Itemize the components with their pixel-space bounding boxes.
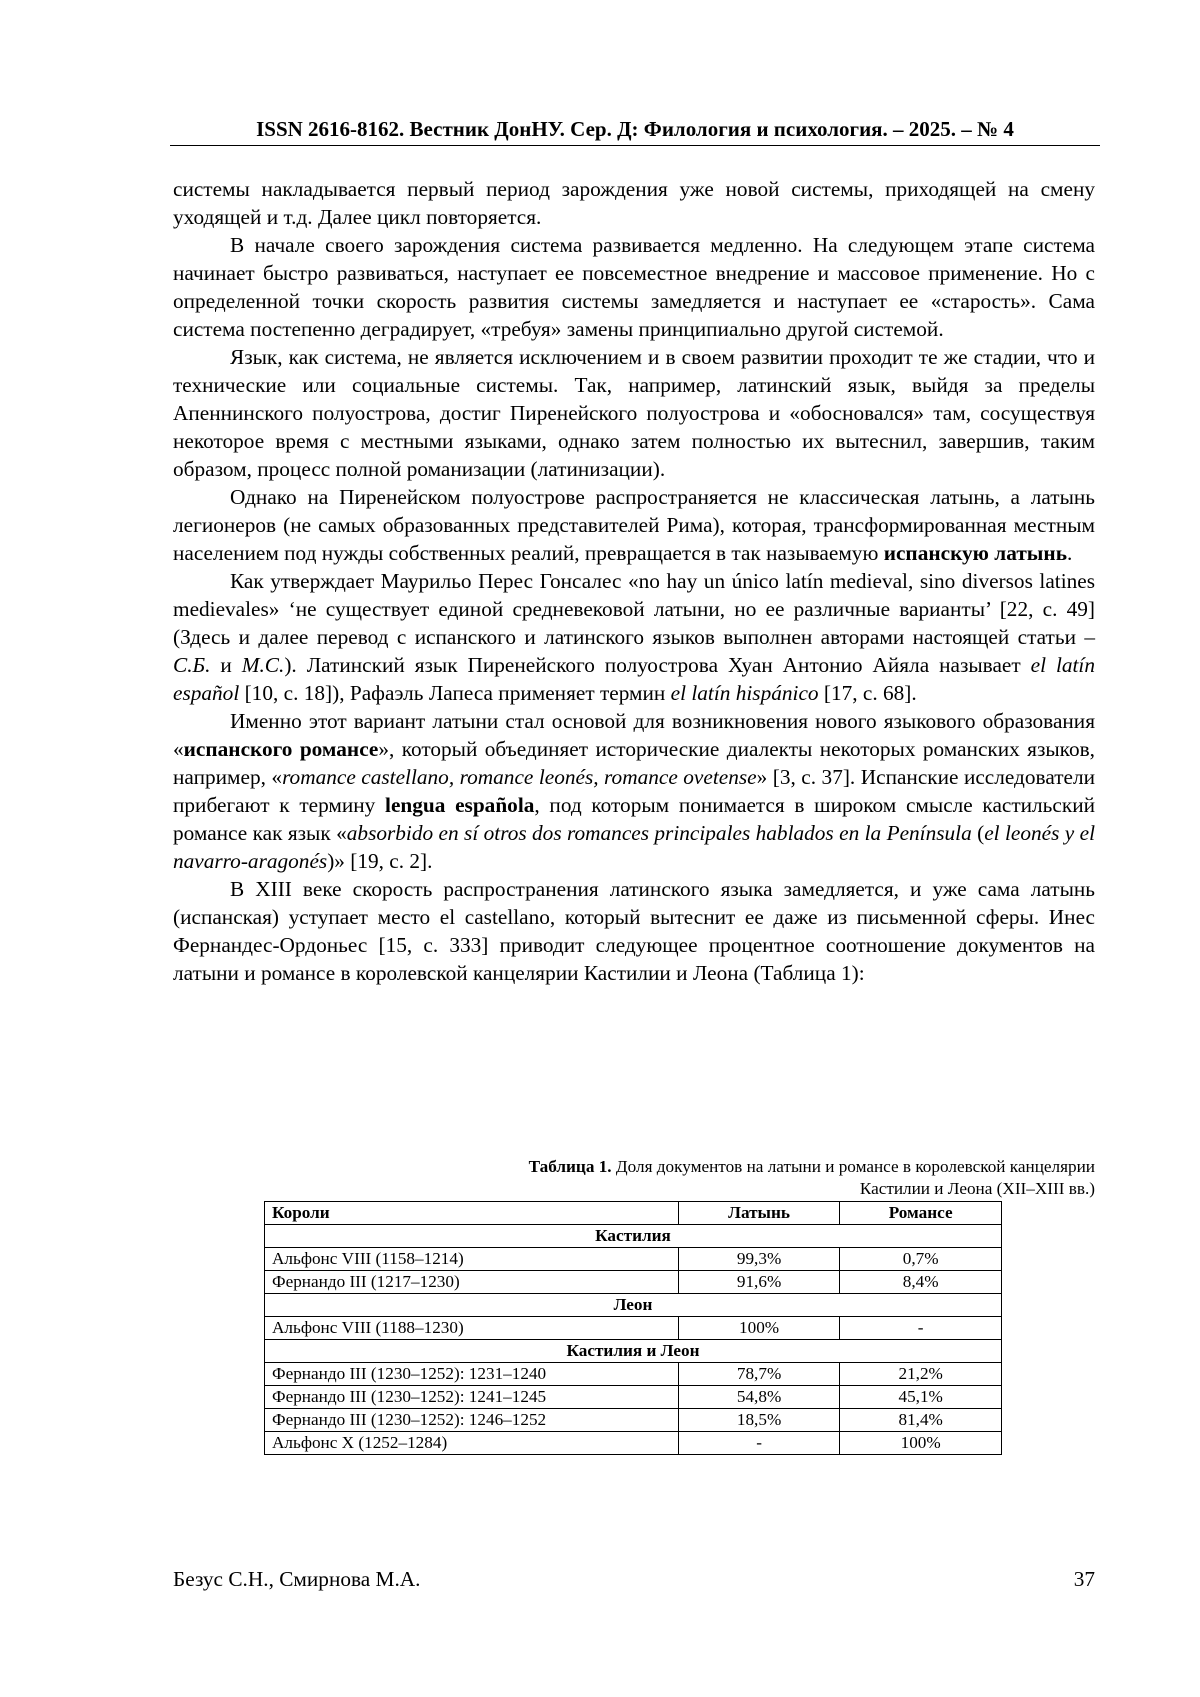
table-row (265, 1432, 1002, 1455)
text-run: , под которым понимается в широком смысле кастильский романсе как язык « (173, 793, 1095, 845)
romance-cell: 0,7% (840, 1248, 1002, 1271)
group-row (265, 1340, 1002, 1363)
italic-term: el leonés y el navarro-aragonés (173, 821, 1096, 873)
king-cell: Фернандо III (1230–1252): 1246–1252 (265, 1409, 679, 1432)
text-run: ( (971, 821, 985, 845)
latin-cell: 99,3% (678, 1248, 840, 1271)
latin-cell: 18,5% (678, 1409, 840, 1432)
text-run: [10, с. 18]), Рафаэль Лапеса применяет термин (239, 681, 671, 705)
table-header-row (265, 1202, 1002, 1225)
latin-cell: 78,7% (678, 1363, 840, 1386)
italic-term: romance castellano, romance leonés, romance ovetense (282, 765, 757, 789)
bold-term: испанского романсе (183, 737, 379, 761)
romance-cell: - (840, 1317, 1002, 1340)
header-kings: Короли (265, 1202, 679, 1225)
paragraph (173, 483, 1095, 567)
table-row (265, 1409, 1002, 1432)
documents-table (264, 1201, 1002, 1455)
king-cell: Альфонс VIII (1158–1214) (265, 1248, 679, 1271)
text-run: [17, с. 68]. (818, 681, 917, 705)
romance-cell: 100% (840, 1432, 1002, 1455)
journal-header: ISSN 2616-8162. Вестник ДонНУ. Сер. Д: Филология и психология. – 2025. – № 4 (170, 116, 1100, 146)
text-run: и (210, 653, 242, 677)
text-run: ). Латинский язык Пиренейского полуострова Хуан Антонио Айяла называет (284, 653, 1031, 677)
latin-cell: 100% (678, 1317, 840, 1340)
romance-cell: 8,4% (840, 1271, 1002, 1294)
paragraph (173, 567, 1095, 707)
page-number: 37 (1073, 1567, 1095, 1591)
italic-term: absorbido en sí otros dos romances principales hablados en la Península (346, 821, 972, 845)
paragraph: В начале своего зарождения система развивается медленно. На следующем этапе система начинает быстро развиваться, наступает ее повсеместное внедрение и массовое применение. Но с определенной точки скорость развития системы замедляется и наступает ее «старость». Сама система постепенно деградирует, «требуя» замены принципиально другой системой. (173, 233, 1095, 341)
bold-term: lengua española (385, 793, 535, 817)
text-run: », который объединяет исторические диалекты некоторых романских языков, например, « (173, 737, 1095, 789)
text-run: Однако на Пиренейском полуострове распространяется не классическая латынь, а латынь легионеров (не самых образованных представителей Рима), которая, трансформированная местным населением под нужды собственных реалий, превращается в так называемую (173, 485, 1095, 565)
romance-cell: 81,4% (840, 1409, 1002, 1432)
group-leon: Леон (265, 1294, 1002, 1317)
header-latin: Латынь (678, 1202, 840, 1225)
header-romance: Романсе (840, 1202, 1002, 1225)
text-run: Именно этот вариант латыни стал основой для возникновения нового языкового образования « (173, 709, 1095, 761)
article-body (173, 175, 1095, 987)
paragraph (173, 707, 1095, 875)
bold-term: испанскую латынь (883, 541, 1067, 565)
romance-cell: 21,2% (840, 1363, 1002, 1386)
table-row (265, 1271, 1002, 1294)
group-castile-and-leon: Кастилия и Леон (265, 1340, 1002, 1363)
king-cell: Альфонс X (1252–1284) (265, 1432, 679, 1455)
group-row (265, 1225, 1002, 1248)
table-row (265, 1317, 1002, 1340)
text-run: Как утверждает Маурильо Перес Гонсалес «no hay un único latín medieval, sino diversos latines medievales» ‘не существует единой средневековой латыни, но ее различные варианты’ [22, с. 49] (Здесь и далее перевод с испанского и латинского языков выполнен авторами настоящей статьи – (173, 569, 1095, 649)
footer-authors: Безус С.Н., Смирнова М.А. (173, 1567, 421, 1591)
latin-cell: - (678, 1432, 840, 1455)
paragraph: Язык, как система, не является исключением и в своем развитии проходит те же стадии, что и технические или социальные системы. Так, например, латинский язык, выйдя за пределы Апеннинского полуострова, достиг Пиренейского полуострова и «обосновался» там, сосуществуя некоторое время с местными языками, однако затем полностью их вытеснил, завершив, таким образом, процесс полной романизации (латинизации). (173, 345, 1095, 481)
king-cell: Фернандо III (1217–1230) (265, 1271, 679, 1294)
italic-term: el latín español (173, 653, 1095, 705)
paragraph: системы накладывается первый период зарождения уже новой системы, приходящей на смену уходящей и т.д. Далее цикл повторяется. (173, 177, 1095, 229)
latin-cell: 91,6% (678, 1271, 840, 1294)
king-cell: Альфонс VIII (1188–1230) (265, 1317, 679, 1340)
italic-term: М.С. (241, 653, 285, 677)
text-run: . (1066, 541, 1073, 565)
table-caption-line2: Кастилии и Леона (XII–XIII вв.) (859, 1179, 1095, 1198)
text-run: » [3, с. 37]. Испанские исследователи прибегают к термину (173, 765, 1096, 817)
romance-cell: 45,1% (840, 1386, 1002, 1409)
table-row (265, 1363, 1002, 1386)
table-row (265, 1386, 1002, 1409)
king-cell: Фернандо III (1230–1252): 1231–1240 (265, 1363, 679, 1386)
group-row (265, 1294, 1002, 1317)
latin-cell: 54,8% (678, 1386, 840, 1409)
king-cell: Фернандо III (1230–1252): 1241–1245 (265, 1386, 679, 1409)
text-run: )» [19, с. 2]. (327, 849, 433, 873)
group-castile: Кастилия (265, 1225, 1002, 1248)
table-caption-label: Таблица 1. (528, 1157, 612, 1176)
italic-term: el latín hispánico (670, 681, 819, 705)
table-caption (260, 1156, 1095, 1200)
paragraph: В XIII веке скорость распространения латинского языка замедляется, и уже сама латынь (испанская) уступает место el castellano, который вытеснит ее даже из письменной сферы. Инес Фернандес-Ордоньес [15, с. 333] приводит следующее процентное соотношение документов на латыни и романсе в королевской канцелярии Кастилии и Леона (Таблица 1): (173, 877, 1095, 985)
table-caption-line1: Доля документов на латыни и романсе в королевской канцелярии (611, 1157, 1095, 1176)
italic-term: С.Б. (173, 653, 211, 677)
table-row (265, 1248, 1002, 1271)
